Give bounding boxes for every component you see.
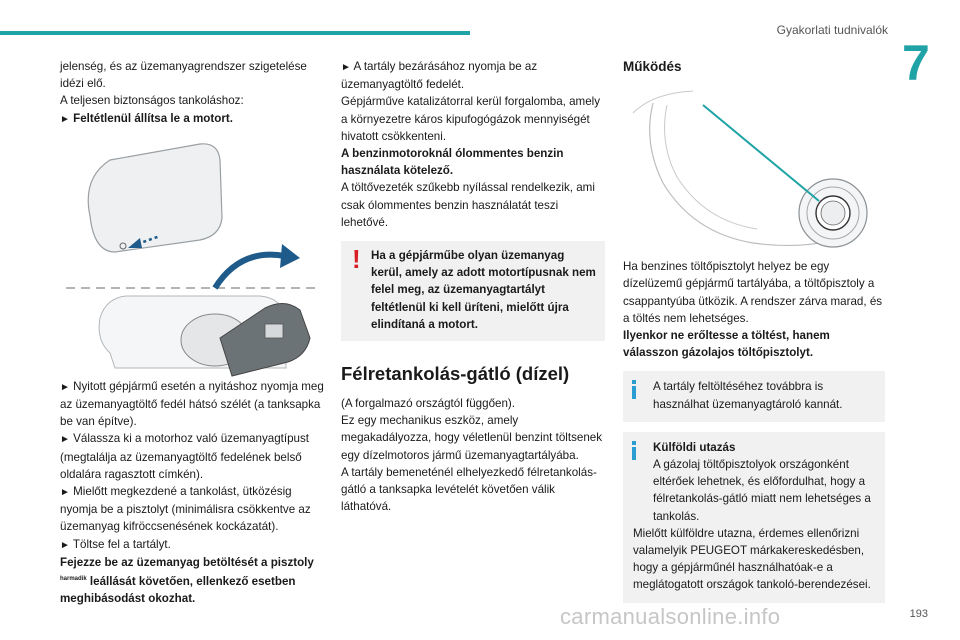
info-text: Mielőtt külföldre utazna, érdemes ellenőrizni valamelyik PEUGEOT márkakereskedésben, hogy a gépjárműnél használhatóak-e a meglátogatott országok tankoló-berendezései. xyxy=(633,526,871,592)
warning-icon: ! xyxy=(352,244,361,275)
arrow-bullet-icon: ► xyxy=(60,381,70,393)
arrow-bullet-icon: ► xyxy=(60,434,70,446)
paragraph: Ez egy mechanikus eszköz, amely megakadályozza, hogy véletlenül benzint töltsenek egy dízelmotoros jármű üzemanyagtartályába. xyxy=(341,414,603,462)
info-box xyxy=(623,371,885,421)
paragraph: A teljesen biztonságos tankoláshoz: xyxy=(60,94,244,108)
column-1 xyxy=(60,58,325,607)
info-title: Külföldi utazás xyxy=(653,440,736,454)
subsection-heading: Működés xyxy=(623,59,682,74)
watermark: carmanualsonline.info xyxy=(560,604,781,629)
info-text: A gázolaj töltőpisztolyok országonként eltérőek lehetnek, és előfordulhat, hogy a félretankolás-gátló miatt nem lehetséges a tankolás. xyxy=(653,458,871,523)
step-item: ► Válassza ki a motorhoz való üzemanyagtípust (megtalálja az üzemanyagtöltő fedelének belső oldalára ragasztott címkén). xyxy=(60,432,310,481)
bold-note: Fejezze be az üzemanyag betöltését a pisztoly $^{harmadik}$ leállását követően, ellenkező esetben meghibásodást okozhat. xyxy=(60,555,314,606)
misfuel-device-illustration xyxy=(623,83,885,258)
step-item: ► Töltse fel a tartályt. xyxy=(60,537,171,551)
info-box-travel xyxy=(623,432,885,603)
bold-note: Ilyenkor ne erőltesse a töltést, hanem válasszon gázolajos töltőpisztolyt. xyxy=(623,329,830,360)
column-2 xyxy=(341,58,605,515)
info-icon xyxy=(632,441,636,457)
bold-note: A benzinmotoroknál ólommentes benzin használata kötelező. xyxy=(341,147,564,178)
paragraph: Gépjárműve katalizátorral kerül forgalomba, amely a környezetre káros kipufogógázok mennyiségét hivatott csökkenteni. xyxy=(341,95,601,143)
paragraph: jelenség, és az üzemanyagrendszer szigetelése idézi elő. xyxy=(60,60,307,91)
fuel-flap-open-illustration xyxy=(60,128,325,378)
section-heading: Félretankolás-gátló (dízel) xyxy=(341,363,570,385)
section-title: Gyakorlati tudnivalók xyxy=(776,23,888,37)
arrow-bullet-icon: ► xyxy=(60,539,70,551)
step-item: ► Feltétlenül állítsa le a motort. xyxy=(60,111,233,125)
warning-text: Ha a gépjárműbe olyan üzemanyag kerül, amely az adott motortípusnak nem felel meg, az üzemanyagtartályt feltétlenül ki kell üríteni, mielőtt újra elindítaná a motort. xyxy=(371,249,596,331)
paragraph: A töltővezeték szűkebb nyílással rendelkezik, ami csak ólommentes benzin használatát teszi lehetővé. xyxy=(341,181,595,229)
chapter-number: 7 xyxy=(902,35,930,91)
arrow-bullet-icon: ► xyxy=(60,113,70,125)
info-text: A tartály feltöltéséhez továbbra is használhat üzemanyagtároló kannát. xyxy=(653,380,843,411)
step-item: ► A tartály bezárásához nyomja be az üzemanyagtöltő fedelét. xyxy=(341,60,538,92)
step-item: ► Mielőtt megkezdené a tankolást, ütközésig nyomja be a pisztolyt (minimálisra csökkentve az üzemanyag kifröccsenésének kockázatát). xyxy=(60,485,311,534)
arrow-bullet-icon: ► xyxy=(341,62,351,73)
paragraph: A tartály bemeneténél elhelyezkedő félretankolás-gátló a tanksapka levételét követően válik láthatóvá. xyxy=(341,465,597,514)
column-3 xyxy=(623,58,885,613)
paragraph: (A forgalmazó országtól függően). xyxy=(341,397,516,411)
page-number: 193 xyxy=(909,608,928,620)
header-accent-bar xyxy=(0,31,470,35)
arrow-bullet-icon: ► xyxy=(60,487,70,499)
paragraph: Ha benzines töltőpisztolyt helyez be egy dízelüzemű gépjármű tartályába, a töltőpisztoly a csappantyúba ütközik. A rendszer zárva marad, és a töltés nem lehetséges. xyxy=(623,260,883,325)
warning-box xyxy=(341,241,605,341)
info-icon xyxy=(632,380,636,396)
step-item: ► Nyitott gépjármű esetén a nyitáshoz nyomja meg az üzemanyagtöltő fedél hátsó szélét (a tanksapka be van építve). xyxy=(60,379,324,429)
